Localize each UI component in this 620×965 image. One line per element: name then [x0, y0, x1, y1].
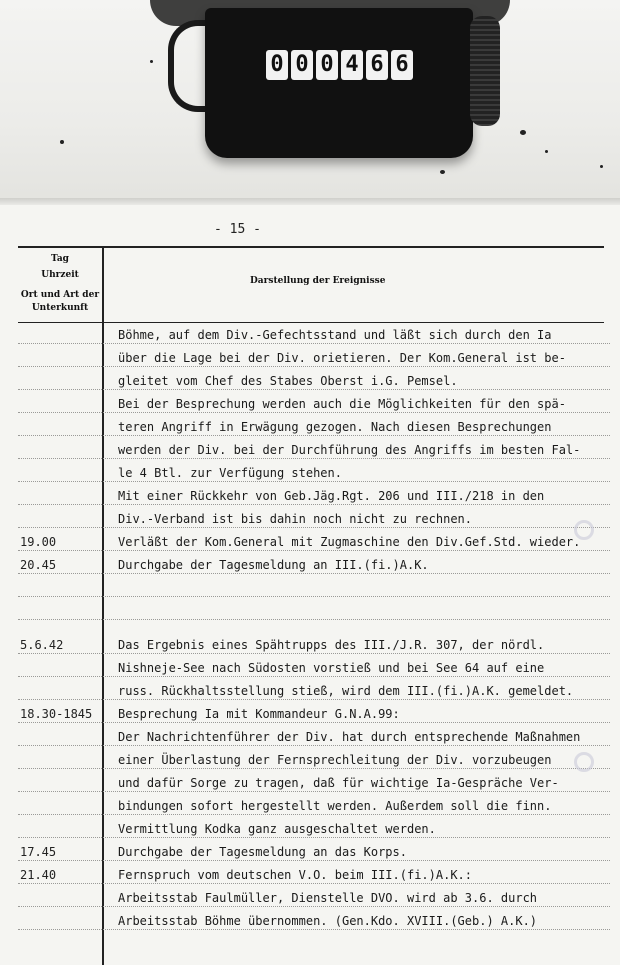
row-time: 21.40	[20, 868, 57, 882]
row-text: teren Angriff in Erwägung gezogen. Nach diesen Besprechungen	[118, 420, 552, 434]
table-row	[0, 633, 620, 656]
row-time: 20.45	[20, 558, 57, 572]
header-day: Tag	[51, 254, 69, 264]
table-row	[0, 484, 620, 507]
counter-knob	[470, 16, 500, 126]
row-text: Das Ergebnis eines Spähtrupps des III./J.R. 307, der nördl.	[118, 638, 545, 652]
table-row	[0, 725, 620, 748]
row-text: über die Lage bei der Div. orietieren. Der Kom.General ist be-	[118, 351, 566, 365]
table-row	[0, 369, 620, 392]
table-row	[0, 415, 620, 438]
counter-digit: 0	[291, 50, 313, 80]
table-row	[0, 909, 620, 932]
header-time: Uhrzeit	[41, 270, 79, 280]
row-text: Besprechung Ia mit Kommandeur G.N.A.99:	[118, 707, 400, 721]
counter-digit: 6	[366, 50, 388, 80]
row-text: Böhme, auf dem Div.-Gefechtsstand und läßt sich durch den Ia	[118, 328, 552, 342]
table-row	[0, 576, 620, 599]
row-text: werden der Div. bei der Durchführung des Angriffs im besten Fal-	[118, 443, 581, 457]
table-row	[0, 817, 620, 840]
frame-counter	[205, 8, 473, 158]
speck	[520, 130, 526, 135]
counter-digits	[266, 50, 413, 80]
row-text: Nishneje-See nach Südosten vorstieß und bei See 64 auf eine	[118, 661, 545, 675]
row-time: 17.45	[20, 845, 57, 859]
counter-digit: 6	[391, 50, 413, 80]
speck	[545, 150, 548, 153]
row-text: Bei der Besprechung werden auch die Möglichkeiten für den spä-	[118, 397, 566, 411]
table-row	[0, 346, 620, 369]
table-row	[0, 392, 620, 415]
row-time: 19.00	[20, 535, 57, 549]
speck	[150, 60, 153, 63]
row-text: Fernspruch vom deutschen V.O. beim III.(fi.)A.K.:	[118, 868, 473, 882]
row-time: 18.30-1845	[20, 707, 93, 721]
table-row	[0, 438, 620, 461]
table-row	[0, 599, 620, 622]
table-row	[0, 863, 620, 886]
speck	[440, 170, 445, 174]
table-row	[0, 794, 620, 817]
row-text: Mit einer Rückkehr von Geb.Jäg.Rgt. 206 und III./218 in den	[118, 489, 545, 503]
table-row	[0, 771, 620, 794]
table-row	[0, 702, 620, 725]
table-row	[0, 323, 620, 346]
table-row	[0, 507, 620, 530]
row-text: russ. Rückhaltsstellung stieß, wird dem III.(fi.)A.K. gemeldet.	[118, 684, 574, 698]
row-text: Der Nachrichtenführer der Div. hat durch entsprechende Maßnahmen	[118, 730, 581, 744]
row-text: Durchgabe der Tagesmeldung an das Korps.	[118, 845, 407, 859]
row-text: Verläßt der Kom.General mit Zugmaschine den Div.Gef.Std. wieder.	[118, 535, 581, 549]
row-text: einer Überlastung der Fernsprechleitung der Div. vorzubeugen	[118, 753, 552, 767]
punch-hole-mark	[574, 752, 594, 772]
row-text: Vermittlung Kodka ganz ausgeschaltet werden.	[118, 822, 436, 836]
counter-digit: 0	[266, 50, 288, 80]
table-top-rule	[18, 246, 604, 248]
table-row	[0, 886, 620, 909]
counter-digit: 4	[341, 50, 363, 80]
counter-photo	[0, 0, 620, 205]
row-text: le 4 Btl. zur Verfügung stehen.	[118, 466, 342, 480]
speck	[600, 165, 603, 168]
row-text: bindungen sofort hergestellt werden. Außerdem soll die finn.	[118, 799, 552, 813]
punch-hole-mark	[574, 520, 594, 540]
table-row	[0, 748, 620, 771]
row-text: Div.-Verband ist bis dahin noch nicht zu rechnen.	[118, 512, 473, 526]
table-row	[0, 840, 620, 863]
row-text: Durchgabe der Tagesmeldung an III.(fi.)A.K.	[118, 558, 429, 572]
row-text: und dafür Sorge zu tragen, daß für wichtige Ia-Gespräche Ver-	[118, 776, 559, 790]
row-time: 5.6.42	[20, 638, 64, 652]
table-row	[0, 530, 620, 553]
speck	[60, 140, 64, 144]
table-row	[0, 553, 620, 576]
header-place: Ort und Art der	[20, 290, 100, 300]
header-events: Darstellung der Ereignisse	[250, 276, 386, 286]
counter-digit: 0	[316, 50, 338, 80]
table-row	[0, 461, 620, 484]
table-row	[0, 679, 620, 702]
page-number: - 15 -	[214, 222, 261, 237]
row-text: Arbeitsstab Böhme übernommen. (Gen.Kdo. XVIII.(Geb.) A.K.)	[118, 914, 538, 928]
row-text: Arbeitsstab Faulmüller, Dienstelle DVO. wird ab 3.6. durch	[118, 891, 538, 905]
table-row	[0, 656, 620, 679]
header-quarters: Unterkunft	[31, 303, 89, 313]
row-text: gleitet vom Chef des Stabes Oberst i.G. Pemsel.	[118, 374, 458, 388]
